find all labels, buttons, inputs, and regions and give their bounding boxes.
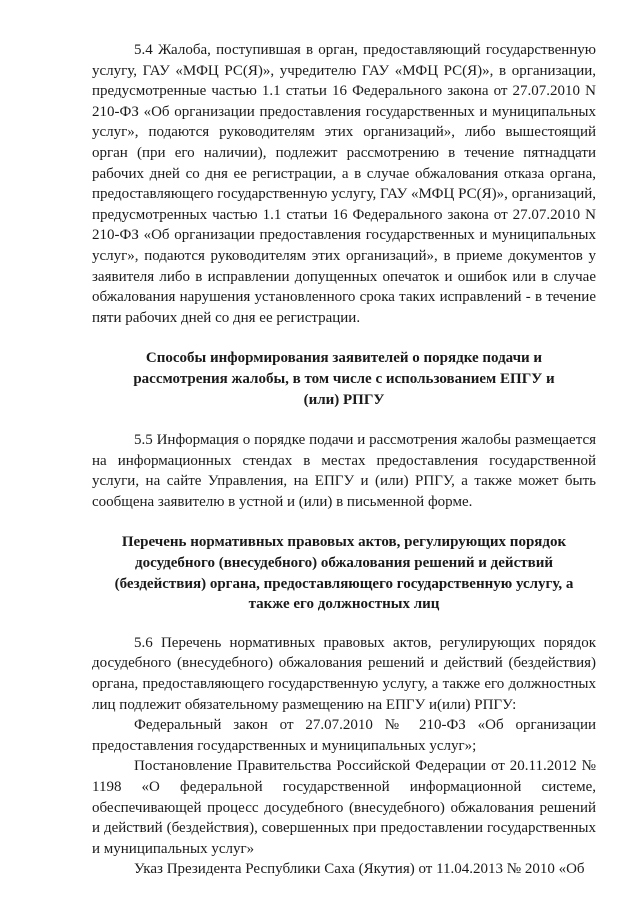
section-heading-informing: Способы информирования заявителей о порядке подачи и рассмотрения жалобы, в том числе с использованием ЕПГУ и (или) РПГУ <box>133 350 555 408</box>
document-page <box>92 40 596 880</box>
section-heading-legal-acts: Перечень нормативных правовых актов, регулирующих порядок досудебного (внесудебного) обжалования решений и действий (бездействия) органа, предоставляющего государственную услугу, а также его должностных лиц <box>114 534 574 613</box>
law-item-federal-law: Федеральный закон от 27.07.2010 № 210-ФЗ «Об организации предоставления государственных и муниципальных услуг»; <box>92 717 596 754</box>
law-item-presidential-decree: Указ Президента Республики Саха (Якутия) от 11.04.2013 № 2010 «Об <box>134 861 585 878</box>
paragraph-5-5: 5.5 Информация о порядке подачи и рассмотрения жалобы размещается на информационных стендах в местах предоставления государственной услуги, на сайте Управления, на ЕПГУ и (или) РПГУ, а также может быть сообщена заявителю в устной и (или) в письменной форме. <box>92 432 596 510</box>
paragraph-5-6: 5.6 Перечень нормативных правовых актов, регулирующих порядок досудебного (внесудебного) обжалования решений и действий (бездействия) органа, предоставляющего государственную услугу, а также его должностных лиц подлежит обязательному размещению на ЕПГУ и(или) РПГУ: <box>92 634 596 713</box>
paragraph-5-4: 5.4 Жалоба, поступившая в орган, предоставляющий государственную услугу, ГАУ «МФЦ РС(Я)», учредителю ГАУ «МФЦ РС(Я)», в организации, предусмотренные частью 1.1 статьи 16 Федерального закона от 27.07.2010 N 210-ФЗ «Об организации предоставления государственных и муниципальных услуг», подаются руководителям этих организаций», либо вышестоящий орган (при его наличии), подлежит рассмотрению в течение пятнадцати рабочих дней со дня ее регистрации, а в случае обжалования отказа органа, предоставляющего государственную услугу, ГАУ «МФЦ РС(Я)», организаций, предусмотренных частью 1.1 статьи 16 Федерального закона от 27.07.2010 N 210-ФЗ «Об организации предоставления государственных и муниципальных услуг», подаются руководителям этих организаций», в приеме документов у заявителя либо в исправлении допущенных опечаток и ошибок или в случае обжалования нарушения установленного срока таких исправлений - в течение пяти рабочих дней со дня ее регистрации. <box>92 42 596 326</box>
law-item-government-decree: Постановление Правительства Российской Федерации от 20.11.2012 № 1198 «О федеральной государственной информационной системе, обеспечивающей процесс досудебного (внесудебного) обжалования решений и действий (бездействия), совершенных при предоставлении государственных и муниципальных услуг» <box>92 758 596 857</box>
